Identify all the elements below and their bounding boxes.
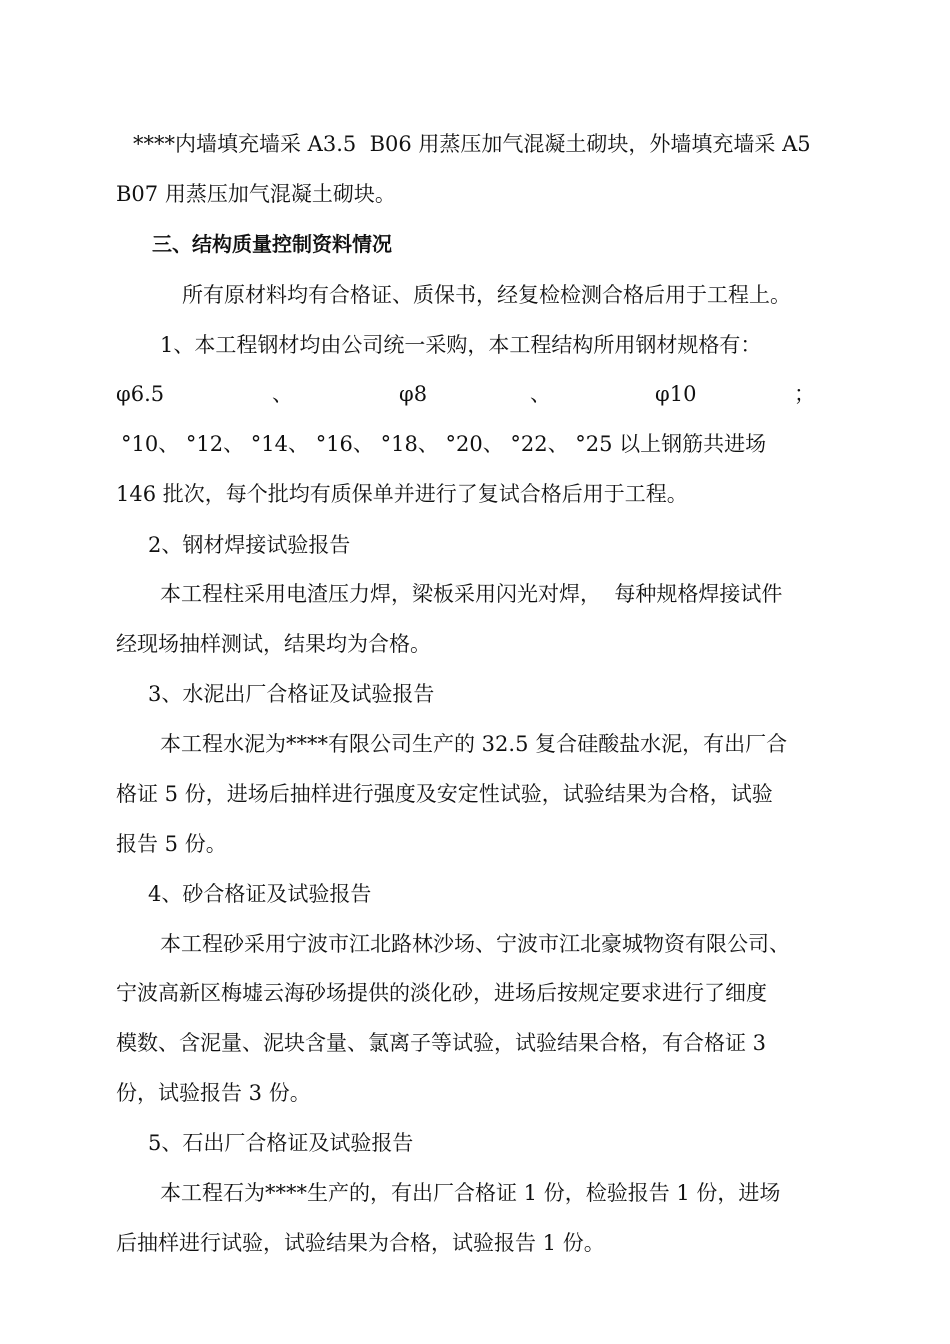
- list-item-heading: 5、石出厂合格证及试验报告: [148, 1131, 414, 1155]
- text-line: 146 批次，每个批均有质保单并进行了复试合格后用于工程。: [116, 482, 688, 506]
- spec-separator: 、: [272, 382, 293, 406]
- text-line: 报告 5 份。: [116, 832, 227, 856]
- rebar-spec-row: [0, 379, 950, 409]
- spec-separator: ；: [794, 382, 815, 406]
- spec-item: φ6.5: [116, 382, 165, 406]
- list-item-heading: 1、本工程钢材均由公司统一采购，本工程结构所用钢材规格有：: [160, 333, 762, 357]
- text-line: ****内墙填充墙采 A3.5 B06 用蒸压加气混凝土砌块，外墙填充墙采 A5: [133, 132, 811, 156]
- spec-item: φ10: [655, 382, 697, 406]
- section-heading: 三、结构质量控制资料情况: [152, 232, 392, 256]
- text-line: 格证 5 份，进场后抽样进行强度及安定性试验，试验结果为合格，试验: [116, 782, 773, 806]
- text-line: °10、 °12、 °14、 °16、 °18、 °20、 °22、 °25 以上钢筋共进场: [121, 432, 767, 456]
- text-line: 份，试验报告 3 份。: [116, 1081, 311, 1105]
- text-line: 本工程砂采用宁波市江北路林沙场、宁波市江北豪城物资有限公司、: [160, 932, 790, 956]
- text-line: B07 用蒸压加气混凝土砌块。: [116, 182, 396, 206]
- text-line: 本工程水泥为****有限公司生产的 32.5 复合硅酸盐水泥，有出厂合: [160, 732, 788, 756]
- spec-separator: 、: [530, 382, 551, 406]
- text-line: 所有原材料均有合格证、质保书，经复检检测合格后用于工程上。: [182, 283, 791, 307]
- text-line: 本工程石为****生产的，有出厂合格证 1 份，检验报告 1 份，进场: [160, 1181, 781, 1205]
- text-line: 宁波高新区梅墟云海砂场提供的淡化砂，进场后按规定要求进行了细度: [116, 981, 767, 1005]
- text-line: 本工程柱采用电渣压力焊，梁板采用闪光对焊， 每种规格焊接试件: [160, 582, 783, 606]
- list-item-heading: 2、钢材焊接试验报告: [148, 533, 351, 557]
- list-item-heading: 4、砂合格证及试验报告: [148, 882, 372, 906]
- spec-item: φ8: [399, 382, 428, 406]
- list-item-heading: 3、水泥出厂合格证及试验报告: [148, 682, 435, 706]
- text-line: 后抽样进行试验，试验结果为合格，试验报告 1 份。: [116, 1231, 605, 1255]
- text-line: 模数、含泥量、泥块含量、氯离子等试验，试验结果合格，有合格证 3: [116, 1031, 767, 1055]
- text-line: 经现场抽样测试，结果均为合格。: [116, 632, 431, 656]
